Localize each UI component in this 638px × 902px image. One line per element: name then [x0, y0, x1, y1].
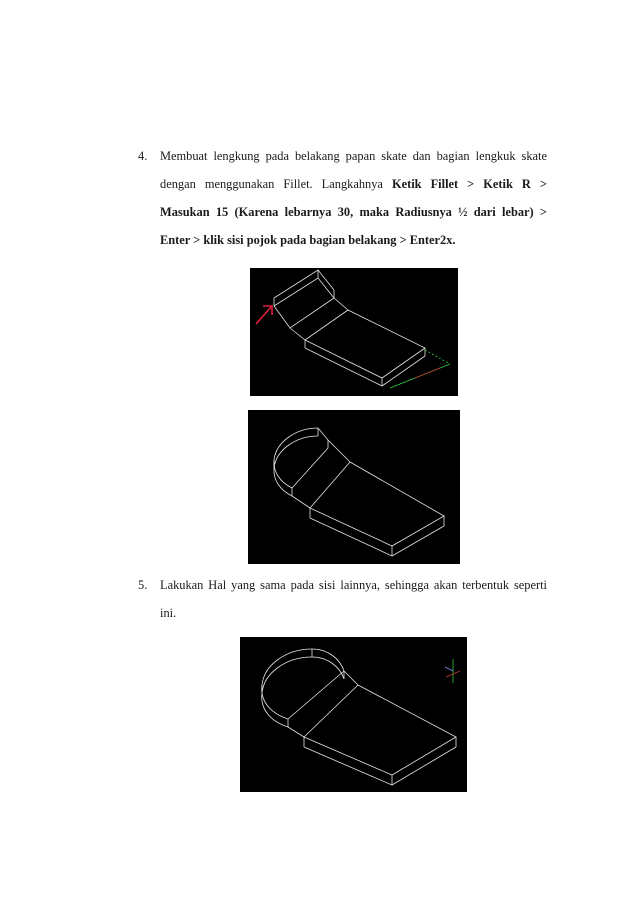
ucs-axis-icon [445, 659, 460, 683]
item-4-paragraph [160, 142, 547, 254]
item-4-line-3: Masukan 15 (Karena lebarnya 30, maka Radiusnya ½ dari lebar) > [160, 205, 547, 219]
cad-screenshot-1 [250, 268, 458, 396]
item-4-number: 4. [138, 149, 148, 163]
item-4-line-2 [160, 170, 547, 198]
item-4-line-1: Membuat lengkung pada belakang papan skate dan bagian lengkuk skate [160, 149, 547, 163]
item-5-number: 5. [138, 578, 148, 592]
cad-wireframe-3 [240, 637, 467, 792]
item-4-line-2-bold: Ketik Fillet > Ketik R > [391, 177, 547, 191]
cad-wireframe-2 [248, 410, 460, 564]
item-5-line-2: ini. [160, 606, 177, 620]
cad-wireframe-1 [250, 268, 458, 396]
red-arrow-icon [256, 306, 272, 324]
cad-screenshot-2 [248, 410, 460, 564]
item-5-paragraph [160, 571, 547, 627]
cad-screenshot-3 [240, 637, 467, 792]
item-4-line-4: Enter > klik sisi pojok pada bagian belakang > Enter2x. [160, 233, 456, 247]
item-5-line-1: Lakukan Hal yang sama pada sisi lainnya, sehingga akan terbentuk seperti [160, 578, 547, 592]
item-4-line-2-normal: dengan menggunakan Fillet. Langkahnya [160, 177, 392, 191]
